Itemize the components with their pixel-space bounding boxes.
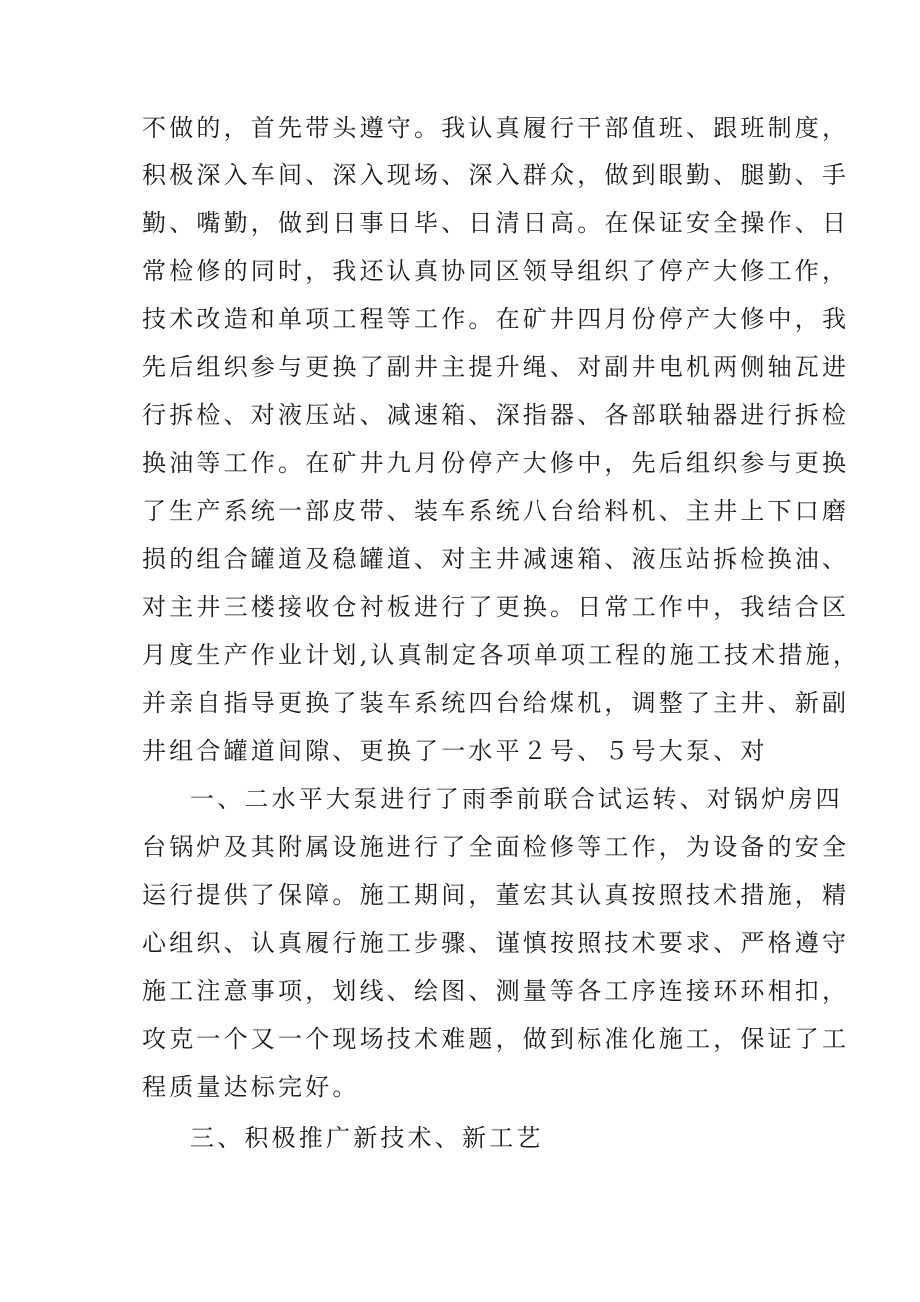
text-line: 积极深入车间、深入现场、深入群众，做到眼勤、腿勤、手 [142,161,850,189]
text-line: 了生产系统一部皮带、装车系统八台给料机、主井上下口磨 [142,497,850,525]
text-line: 不做的，首先带头遵守。我认真履行干部值班、跟班制度， [142,114,850,142]
text-line: 施工注意事项，划线、绘图、测量等各工序连接环环相扣， [142,977,850,1005]
text-line: 井组合罐道间隙、更换了一水平２号、５号大泵、对 [142,737,768,765]
text-line: 对主井三楼接收仓衬板进行了更换。日常工作中，我结合区 [142,593,850,621]
text-line: 损的组合罐道及稳罐道、对主井减速箱、液压站拆检换油、 [142,545,850,573]
text-line: 心组织、认真履行施工步骤、谨慎按照技术要求、严格遵守 [142,929,850,957]
text-line: 换油等工作。在矿井九月份停产大修中，先后组织参与更换 [142,449,850,477]
text-line: 运行提供了保障。施工期间，董宏其认真按照技术措施，精 [142,881,850,909]
text-line: 先后组织参与更换了副井主提升绳、对副井电机两侧轴瓦进 [142,353,850,381]
text-line: 行拆检、对液压站、减速箱、深指器、各部联轴器进行拆检 [142,401,850,429]
text-line: 台锅炉及其附属设施进行了全面检修等工作，为设备的安全 [142,833,850,861]
paragraph-first-line: 一、二水平大泵进行了雨季前联合试运转、对锅炉房四 [190,785,843,813]
text-line: 攻克一个又一个现场技术难题，做到标准化施工，保证了工 [142,1025,850,1053]
text-line: 月度生产作业计划,认真制定各项单项工程的施工技术措施， [142,641,861,669]
text-line: 技术改造和单项工程等工作。在矿井四月份停产大修中，我 [142,305,850,333]
text-line: 程质量达标完好。 [142,1073,360,1101]
text-line: 并亲自指导更换了装车系统四台给煤机，调整了主井、新副 [142,689,850,717]
text-line: 常检修的同时，我还认真协同区领导组织了停产大修工作， [142,257,850,285]
section-heading: 三、积极推广新技术、新工艺 [190,1124,544,1152]
text-line: 勤、嘴勤，做到日事日毕、日清日高。在保证安全操作、日 [142,209,850,237]
